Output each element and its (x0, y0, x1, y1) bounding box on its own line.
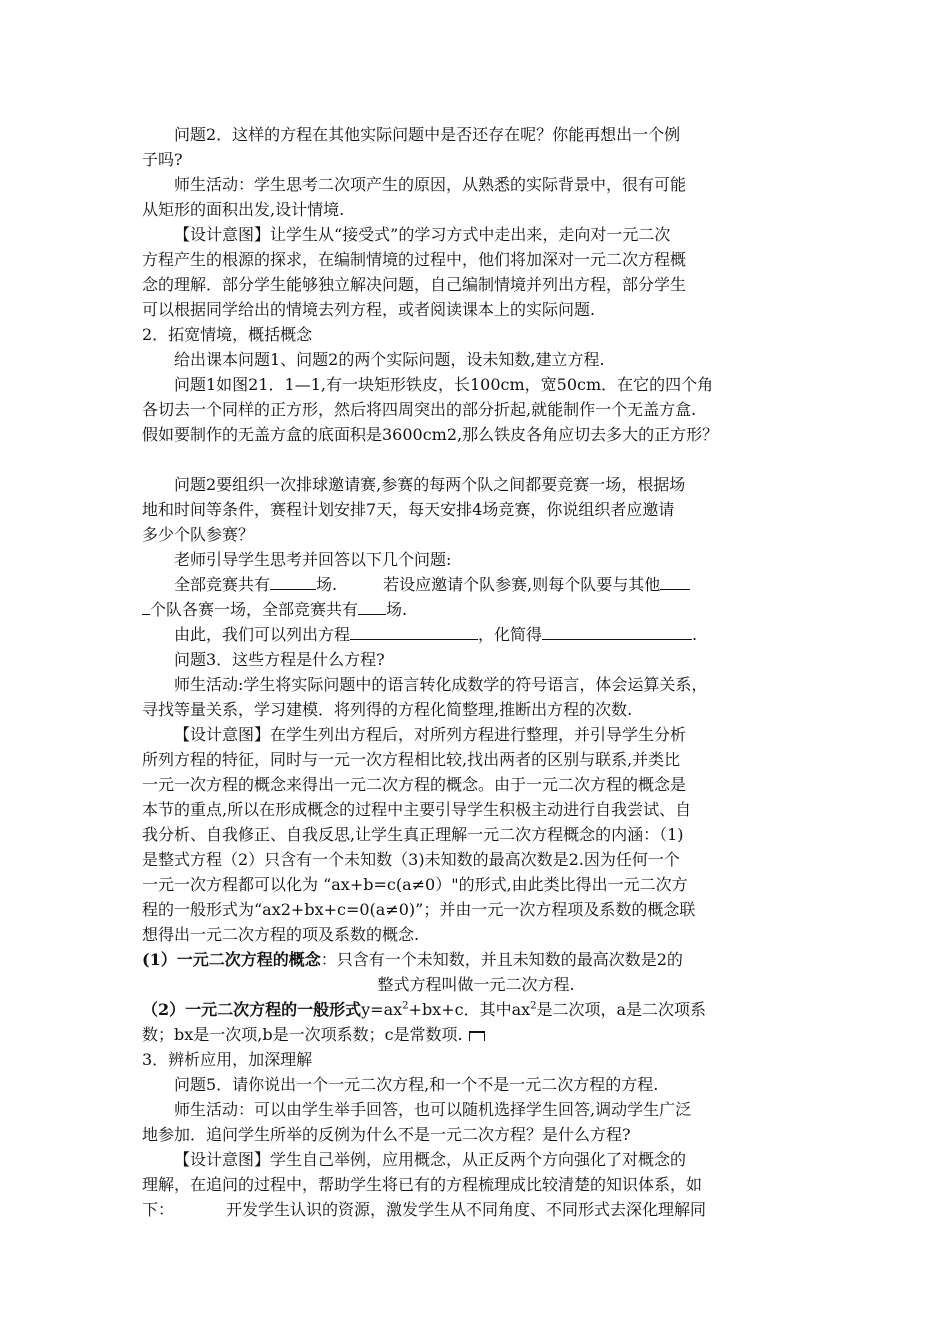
concept-label: (1）一元二次方程的概念 (142, 950, 321, 969)
paragraph-line: 是整式方程（2）只含有一个未知数（3)未知数的最高次数是2.因为任何一个 (142, 850, 680, 869)
paragraph-line: 假如要制作的无盖方盒的底面积是3600cm2,那么铁皮各角应切去多大的正方形？ (142, 425, 719, 444)
paragraph-line: 问题2．这样的方程在其他实际问题中是否还存在呢？你能再想出一个例 (174, 125, 681, 144)
paragraph-line: 各切去一个同样的正方形，然后将四周突出的部分折起,就能制作一个无盖方盒. (142, 400, 697, 419)
paragraph-line: 师生活动：学生思考二次项产生的原因，从熟悉的实际背景中，很有可能 (174, 175, 687, 194)
paragraph-line: 我分析、自我修正、自我反思,让学生真正理解一元二次方程概念的内涵：（1) (142, 825, 684, 844)
document-page (142, 122, 810, 1222)
paragraph-line: 师生活动：可以由学生举手回答，也可以随机选择学生回答,调动学生广泛 (174, 1100, 692, 1119)
paragraph-line: 下： 开发学生认识的资源，激发学生从不同角度、不同形式去深化理解同 (142, 1200, 707, 1219)
paragraph-line: 数；bx是一次项,b是一次项系数；c是常数项. (142, 1022, 810, 1047)
paragraph-line: 多少个队参赛？ (142, 525, 255, 544)
fill-blank-line (142, 572, 810, 597)
paragraph-line: 地参加．追问学生所举的反例为什么不是一元二次方程？是什么方程? (142, 1125, 631, 1144)
paragraph-line: 念的理解．部分学生能够独立解决问题，自己编制情境并列出方程，部分学生 (142, 275, 687, 294)
answer-blank (542, 623, 692, 640)
answer-blank (660, 573, 690, 590)
paragraph-line: 可以根据同学给出的情境去列方程，或者阅读课本上的实际问题. (142, 300, 596, 319)
paragraph-line: 一元一次方程都可以化为 “ax+b=c(a≠0）"的形式,由此类比得出一元二次方 (142, 875, 688, 894)
paragraph-line: 【设计意图】在学生列出方程后，对所列方程进行整理，并引导学生分析 (174, 725, 687, 744)
paragraph-line: 问题2要组织一次排球邀请赛,参赛的每两个队之间都要竞赛一场，根据场 (174, 475, 686, 494)
paragraph-line: 【设计意图】让学生从“接受式”的学习方式中走出来，走向对一元二次 (174, 225, 671, 244)
fill-text: 个队各赛一场，全部竞赛共有 (150, 600, 359, 619)
fill-text: 由此，我们可以列出方程 (174, 625, 351, 644)
paragraph-line: 寻找等量关系，学习建模．将列得的方程化简整理,推断出方程的次数. (142, 700, 633, 719)
concept-definition (142, 947, 810, 972)
paragraph-line: 老师引导学生思考并回答以下几个问题: (174, 550, 452, 569)
paragraph-line: 想得出一元二次方程的项及系数的概念. (142, 925, 420, 944)
paragraph-line: 给出课本问题1、问题2的两个实际问题，设未知数,建立方程. (174, 350, 605, 369)
paragraph-line: 子吗? (142, 150, 183, 169)
section-heading: 2．拓宽情境，概括概念 (142, 325, 313, 344)
paragraph-line: 所列方程的特征，同时与一元一次方程相比较,找出两者的区别与联系,并类比 (142, 750, 681, 769)
blank-gap (142, 447, 810, 472)
fill-blank-line (142, 622, 810, 647)
answer-blank (142, 598, 150, 615)
fill-text: 若设应邀请个队参赛,则每个队要与其他 (383, 575, 661, 594)
paragraph-line: 程的一般形式为“ax2+bx+c=0(a≠0)”；并由一元一次方程项及系数的概念联 (142, 900, 696, 919)
paragraph-line: 方程产生的根源的探求，在编制情境的过程中，他们将加深对一元二次方程概 (142, 250, 687, 269)
paragraph-mark-icon (469, 1031, 485, 1041)
fill-blank-line (142, 597, 810, 622)
fill-text: 场. (316, 575, 338, 594)
general-form-label: （2）一元二次方程的一般形式 (142, 1000, 362, 1019)
paragraph-line: 本节的重点,所以在形成概念的过程中主要引导学生积极主动进行自我尝试、自 (142, 800, 692, 819)
answer-blank (270, 573, 316, 590)
section-heading: 3．辨析应用，加深理解 (142, 1050, 313, 1069)
paragraph-line: 一元一次方程的概念来得出一元二次方程的概念。由于一元二次方程的概念是 (142, 775, 687, 794)
general-form-line: （2）一元二次方程的一般形式$y=ax^2+bx+c$．其中$ax^2$是二次项，a是二次项系 (142, 1000, 707, 1019)
fill-text: 场. (386, 600, 408, 619)
fill-text: . (692, 625, 698, 644)
answer-blank (358, 598, 386, 615)
paragraph-line: 理解，在追问的过程中，帮助学生将已有的方程梳理成比较清楚的知识体系，如 (142, 1175, 703, 1194)
answer-blank (350, 623, 478, 640)
paragraph-line: 师生活动:学生将实际问题中的语言转化成数学的符号语言，体会运算关系， (174, 675, 708, 694)
paragraph-line: 从矩形的面积出发,设计情境. (142, 200, 345, 219)
concept-definition-cont: 整式方程叫做一元二次方程. (377, 975, 575, 994)
fill-text: 全部竞赛共有 (174, 575, 271, 594)
concept-text: ：只含有一个未知数，并且未知数的最高次数是2的 (320, 950, 683, 969)
paragraph-line: 问题1如图21．1—1,有一块矩形铁皮，长100cm，宽50cm．在它的四个角 (174, 375, 714, 394)
paragraph-line: 【设计意图】学生自己举例，应用概念，从正反两个方向强化了对概念的 (174, 1150, 687, 1169)
fill-text: ，化简得 (478, 625, 543, 644)
paragraph-line: 地和时间等条件，赛程计划安排7天，每天安排4场竞赛，你说组织者应邀请 (142, 500, 675, 519)
paragraph-line: 问题5．请你说出一个一元二次方程,和一个不是一元二次方程的方程. (174, 1075, 659, 1094)
paragraph-line: 问题3．这些方程是什么方程? (174, 650, 385, 669)
